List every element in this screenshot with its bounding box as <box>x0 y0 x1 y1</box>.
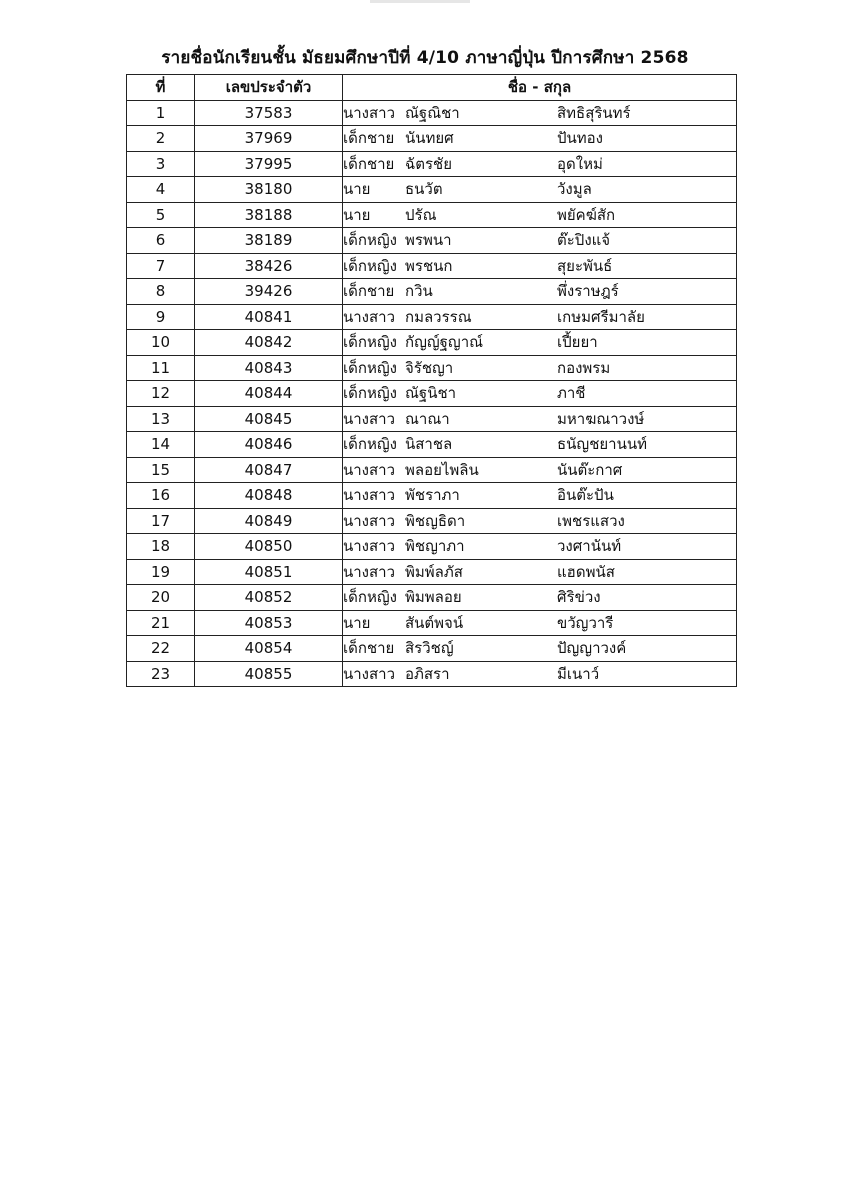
row-first-name: พลอยไพลิน <box>405 460 479 479</box>
row-first-name: ฉัตรชัย <box>405 154 452 173</box>
row-last-name: แฮดพนัส <box>557 562 615 581</box>
row-last-name: ต๊ะปิงแจ้ <box>557 231 611 250</box>
row-last-name: ศิริข่วง <box>557 588 601 607</box>
row-number: 6 <box>127 228 195 254</box>
row-first-name: กัญญ์ฐญาณ์ <box>405 333 484 352</box>
row-full-name <box>343 432 737 458</box>
row-name-prefix: นางสาว <box>343 511 396 530</box>
header-number: ที่ <box>127 75 195 101</box>
table-row <box>127 406 737 432</box>
header-student-id: เลขประจำตัว <box>195 75 343 101</box>
row-student-id: 40854 <box>195 636 343 662</box>
row-first-name: ณัฐนิชา <box>405 384 457 403</box>
row-last-name: มีเนาว์ <box>557 664 600 683</box>
table-row <box>127 381 737 407</box>
row-number: 21 <box>127 610 195 636</box>
row-name-prefix: นาย <box>343 180 371 199</box>
table-row <box>127 559 737 585</box>
row-name-prefix: นาย <box>343 613 371 632</box>
row-first-name: พรชนก <box>405 256 453 275</box>
row-full-name <box>343 228 737 254</box>
row-first-name: พรพนา <box>405 231 452 250</box>
row-last-name: สุยะพันธ์ <box>557 256 613 275</box>
row-name-prefix: เด็กชาย <box>343 154 395 173</box>
row-first-name: ปรัณ <box>405 205 437 224</box>
row-first-name: นิสาชล <box>405 435 453 454</box>
row-student-id: 40848 <box>195 483 343 509</box>
table-row <box>127 151 737 177</box>
table-row <box>127 100 737 126</box>
table-row <box>127 126 737 152</box>
row-last-name: วังมูล <box>557 180 592 199</box>
row-full-name <box>343 355 737 381</box>
row-name-prefix: เด็กชาย <box>343 282 395 301</box>
row-full-name <box>343 457 737 483</box>
row-student-id: 40849 <box>195 508 343 534</box>
row-full-name <box>343 304 737 330</box>
table-header-row <box>127 75 737 101</box>
row-name-prefix: เด็กหญิง <box>343 333 397 352</box>
row-name-prefix: เด็กหญิง <box>343 384 397 403</box>
row-number: 8 <box>127 279 195 305</box>
row-name-prefix: เด็กหญิง <box>343 256 397 275</box>
row-first-name: พัชราภา <box>405 486 460 505</box>
row-number: 19 <box>127 559 195 585</box>
row-name-prefix: นางสาว <box>343 486 396 505</box>
row-number: 3 <box>127 151 195 177</box>
row-last-name: พึ่งราษฎร์ <box>557 282 619 301</box>
row-student-id: 40853 <box>195 610 343 636</box>
table-body <box>127 100 737 687</box>
header-name: ชื่อ - สกุล <box>343 75 737 101</box>
row-student-id: 40847 <box>195 457 343 483</box>
row-first-name: พิชญาภา <box>405 537 465 556</box>
table-row <box>127 483 737 509</box>
row-number: 7 <box>127 253 195 279</box>
row-student-id: 38189 <box>195 228 343 254</box>
page-title: รายชื่อนักเรียนชั้น มัธยมศึกษาปีที่ 4/10 ภาษาญี่ปุ่น ปีการศึกษา 2568 <box>161 48 689 68</box>
row-last-name: ปัญญาวงค์ <box>557 639 627 658</box>
row-last-name: ปันทอง <box>557 129 603 148</box>
row-full-name <box>343 585 737 611</box>
row-full-name <box>343 253 737 279</box>
student-roster-table <box>126 74 737 687</box>
row-student-id: 38180 <box>195 177 343 203</box>
row-first-name: ณาณา <box>405 409 450 428</box>
table-row <box>127 253 737 279</box>
row-full-name <box>343 151 737 177</box>
row-full-name <box>343 636 737 662</box>
row-student-id: 37995 <box>195 151 343 177</box>
row-number: 2 <box>127 126 195 152</box>
row-last-name: กองพรม <box>557 358 611 377</box>
row-name-prefix: นางสาว <box>343 562 396 581</box>
row-full-name <box>343 177 737 203</box>
row-full-name <box>343 126 737 152</box>
row-first-name: พิชญธิดา <box>405 511 466 530</box>
row-student-id: 40842 <box>195 330 343 356</box>
row-full-name <box>343 279 737 305</box>
table-row <box>127 432 737 458</box>
row-name-prefix: นางสาว <box>343 103 396 122</box>
row-number: 10 <box>127 330 195 356</box>
row-number: 23 <box>127 661 195 687</box>
row-last-name: วงศานันท์ <box>557 537 622 556</box>
row-number: 9 <box>127 304 195 330</box>
row-number: 18 <box>127 534 195 560</box>
scan-edge-mark <box>370 0 470 3</box>
row-student-id: 40843 <box>195 355 343 381</box>
row-first-name: พิมพลอย <box>405 588 462 607</box>
row-last-name: เกษมศรีมาลัย <box>557 307 645 326</box>
table-row <box>127 304 737 330</box>
row-name-prefix: เด็กหญิง <box>343 231 397 250</box>
row-name-prefix: เด็กหญิง <box>343 358 397 377</box>
row-full-name <box>343 559 737 585</box>
table-row <box>127 585 737 611</box>
row-student-id: 40850 <box>195 534 343 560</box>
row-student-id: 40851 <box>195 559 343 585</box>
row-name-prefix: เด็กหญิง <box>343 588 397 607</box>
row-number: 12 <box>127 381 195 407</box>
row-last-name: สิทธิสุรินทร์ <box>557 103 631 122</box>
table-row <box>127 228 737 254</box>
row-student-id: 40855 <box>195 661 343 687</box>
row-student-id: 40846 <box>195 432 343 458</box>
row-name-prefix: นางสาว <box>343 409 396 428</box>
row-name-prefix: เด็กหญิง <box>343 435 397 454</box>
row-name-prefix: นาย <box>343 205 371 224</box>
row-full-name <box>343 610 737 636</box>
row-first-name: อภิสรา <box>405 664 450 683</box>
table-row <box>127 534 737 560</box>
row-last-name: อุดใหม่ <box>557 154 603 173</box>
row-number: 14 <box>127 432 195 458</box>
row-full-name <box>343 406 737 432</box>
row-name-prefix: นางสาว <box>343 307 396 326</box>
row-full-name <box>343 381 737 407</box>
row-last-name: เปี้ยยา <box>557 333 598 352</box>
row-first-name: สันต์พจน์ <box>405 613 464 632</box>
row-full-name <box>343 534 737 560</box>
table-row <box>127 661 737 687</box>
table-row <box>127 457 737 483</box>
row-student-id: 40841 <box>195 304 343 330</box>
row-number: 1 <box>127 100 195 126</box>
table-row <box>127 177 737 203</box>
row-number: 13 <box>127 406 195 432</box>
row-last-name: เพชรแสวง <box>557 511 625 530</box>
row-first-name: นันทยศ <box>405 129 454 148</box>
table-row <box>127 279 737 305</box>
row-last-name: อินต๊ะปัน <box>557 486 614 505</box>
row-last-name: ธนัญชยานนท์ <box>557 435 647 454</box>
table-row <box>127 355 737 381</box>
row-number: 5 <box>127 202 195 228</box>
row-first-name: ธนวัต <box>405 180 443 199</box>
row-last-name: ขวัญวารี <box>557 613 614 632</box>
row-number: 17 <box>127 508 195 534</box>
row-full-name <box>343 330 737 356</box>
row-student-id: 40852 <box>195 585 343 611</box>
row-full-name <box>343 508 737 534</box>
row-number: 20 <box>127 585 195 611</box>
row-student-id: 39426 <box>195 279 343 305</box>
table-row <box>127 610 737 636</box>
row-first-name: กมลวรรณ <box>405 307 472 326</box>
row-student-id: 40844 <box>195 381 343 407</box>
row-number: 22 <box>127 636 195 662</box>
row-full-name <box>343 661 737 687</box>
row-name-prefix: เด็กชาย <box>343 129 395 148</box>
row-first-name: ณัฐณิชา <box>405 103 460 122</box>
row-student-id: 38426 <box>195 253 343 279</box>
table-row <box>127 636 737 662</box>
table-row <box>127 202 737 228</box>
row-student-id: 37969 <box>195 126 343 152</box>
row-number: 11 <box>127 355 195 381</box>
row-last-name: นันต๊ะกาศ <box>557 460 623 479</box>
row-number: 4 <box>127 177 195 203</box>
row-first-name: สิรวิชญ์ <box>405 639 454 658</box>
row-number: 15 <box>127 457 195 483</box>
row-name-prefix: นางสาว <box>343 537 396 556</box>
row-name-prefix: นางสาว <box>343 664 396 683</box>
row-full-name <box>343 483 737 509</box>
row-student-id: 37583 <box>195 100 343 126</box>
row-last-name: ภาชี <box>557 384 586 403</box>
row-first-name: จิรัชญา <box>405 358 454 377</box>
row-first-name: พิมพ์ลภัส <box>405 562 463 581</box>
row-last-name: มหาฆณาวงษ์ <box>557 409 645 428</box>
row-name-prefix: นางสาว <box>343 460 396 479</box>
row-first-name: กวิน <box>405 282 433 301</box>
row-full-name <box>343 100 737 126</box>
row-number: 16 <box>127 483 195 509</box>
table-row <box>127 330 737 356</box>
table-row <box>127 508 737 534</box>
row-student-id: 40845 <box>195 406 343 432</box>
row-name-prefix: เด็กชาย <box>343 639 395 658</box>
row-last-name: พยัคฆ์สัก <box>557 205 616 224</box>
row-full-name <box>343 202 737 228</box>
row-student-id: 38188 <box>195 202 343 228</box>
